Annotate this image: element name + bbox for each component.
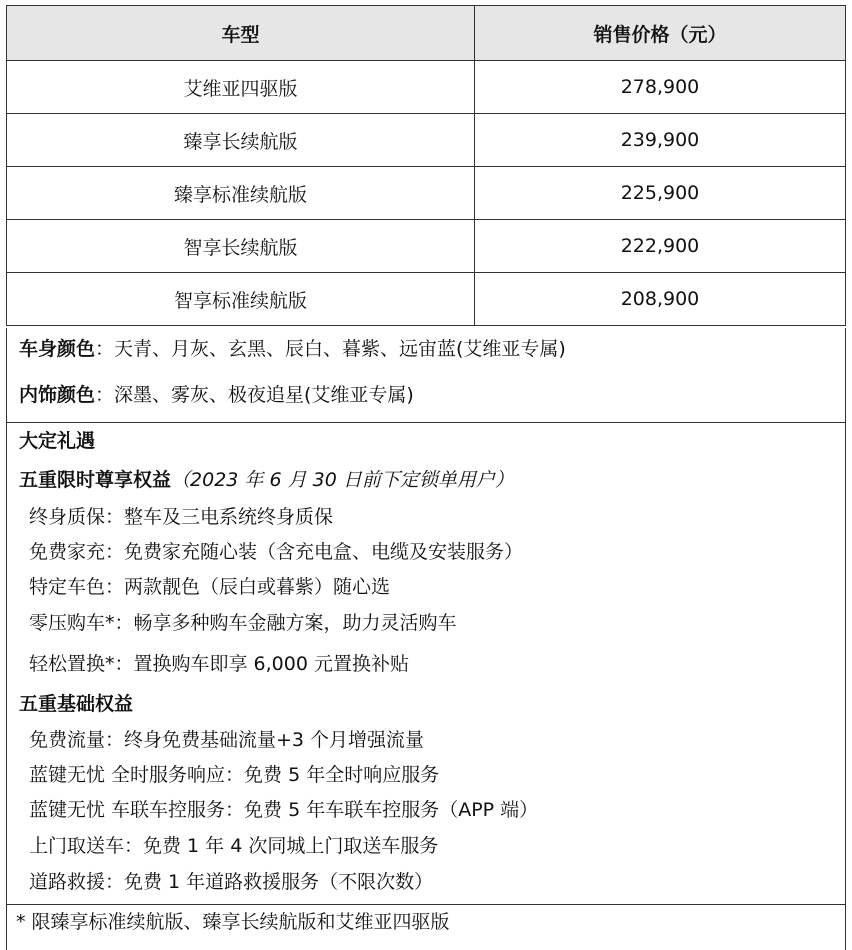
body-color-value: ：天青、月灰、玄黑、辰白、暮紫、远宙蓝(艾维亚专属) (95, 338, 566, 360)
price-cell: 222,900 (475, 220, 846, 273)
list-item: 终身质保：整车及三电系统终身质保 (29, 506, 334, 528)
table-row (7, 273, 846, 326)
table-row (7, 220, 846, 273)
color-section (6, 328, 846, 423)
interior-color-line (19, 382, 414, 408)
list-item: 零压购车*：畅享多种购车金融方案，助力灵活购车 (29, 612, 457, 634)
list-item: 特定车色：两款靓色（辰白或暮紫）随心选 (29, 576, 391, 598)
model-cell: 智享标准续航版 (7, 273, 475, 326)
model-cell: 智享长续航版 (7, 220, 475, 273)
table-header-row (7, 6, 846, 61)
body-color-line (19, 336, 566, 362)
list-item: 蓝键无忧 全时服务响应：免费 5 年全时响应服务 (29, 764, 440, 786)
body-color-label: 车身颜色 (19, 338, 96, 360)
interior-color-label: 内饰颜色 (19, 384, 96, 406)
list-item: 轻松置换*：置换购车即享 6,000 元置换补贴 (29, 653, 409, 675)
price-cell: 278,900 (475, 61, 846, 114)
list-item: 上门取送车：免费 1 年 4 次同城上门取送车服务 (29, 835, 439, 857)
table-row (7, 167, 846, 220)
section2-title: 五重基础权益 (19, 693, 134, 715)
model-cell: 臻享长续航版 (7, 114, 475, 167)
price-cell: 239,900 (475, 114, 846, 167)
list-item: 道路救援：免费 1 年道路救援服务（不限次数） (29, 871, 434, 893)
price-table (6, 5, 846, 326)
header-price: 销售价格（元） (475, 6, 846, 61)
list-item: 免费流量：终身免费基础流量+3 个月增强流量 (29, 729, 425, 751)
list-item: 蓝键无忧 车联车控服务：免费 5 年车联车控服务（APP 端） (29, 799, 539, 821)
model-cell: 艾维亚四驱版 (7, 61, 475, 114)
table-row (7, 114, 846, 167)
section1-title: 五重限时尊享权益 (19, 469, 172, 491)
interior-color-value: ：深墨、雾灰、极夜追星(艾维亚专属) (95, 384, 414, 406)
price-cell: 225,900 (475, 167, 846, 220)
section1-note: （2023 年 6 月 30 日前下定锁单用户） (171, 469, 514, 491)
footnote-divider (6, 904, 846, 905)
section1-heading (19, 467, 514, 493)
price-cell: 208,900 (475, 273, 846, 326)
header-model: 车型 (7, 6, 475, 61)
perks-title: 大定礼遇 (19, 430, 96, 452)
footnote: * 限臻享标准续航版、臻享长续航版和艾维亚四驱版 (16, 911, 450, 933)
perks-section (6, 423, 846, 950)
model-cell: 臻享标准续航版 (7, 167, 475, 220)
list-item: 免费家充：免费家充随心装（含充电盒、电缆及安装服务） (29, 541, 524, 563)
table-row (7, 61, 846, 114)
